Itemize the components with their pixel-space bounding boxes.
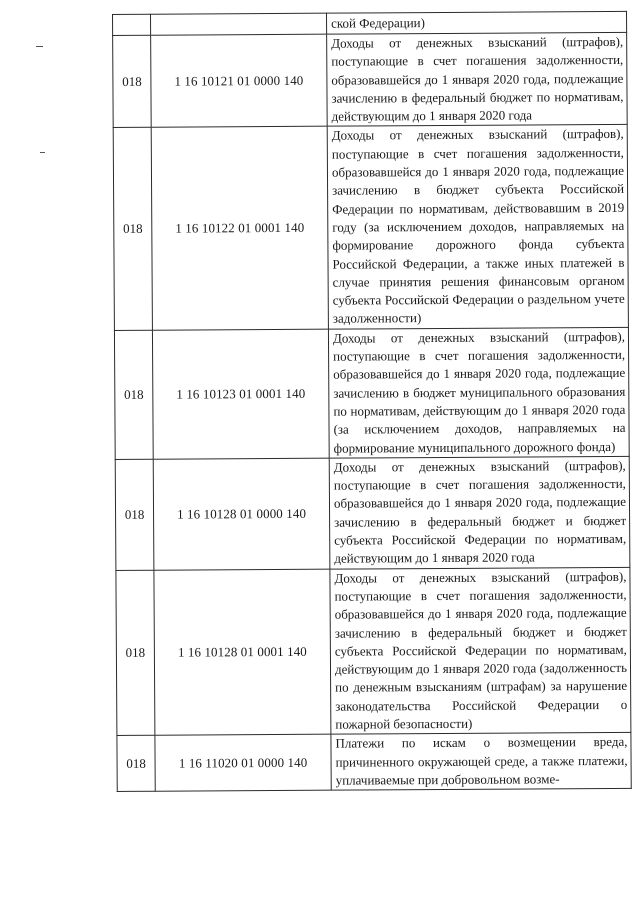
- description-cell: ской Федерации): [326, 11, 626, 34]
- admin-code-cell: [113, 14, 151, 35]
- admin-code-cell: 018: [114, 330, 153, 459]
- admin-code-cell: 018: [113, 128, 152, 330]
- kbk-code-cell: 1 16 10128 01 0000 140: [153, 458, 330, 570]
- admin-code-cell: 018: [115, 459, 154, 570]
- description-cell: Доходы от денежных взысканий (штрафов), поступающие в счет погашения задолженности, образовавшейся до 1 января 2020 года, подлежащие зачислению в федеральный бюджет по нормативам, действующим до 1 января 2020 года: [327, 32, 628, 126]
- table-row: [116, 567, 631, 736]
- income-codes-table: [112, 11, 632, 792]
- table-row: [117, 733, 631, 792]
- table-row: [113, 32, 628, 128]
- scan-speck: [36, 46, 43, 47]
- table-row: [113, 125, 628, 330]
- kbk-code-cell: [151, 13, 327, 35]
- admin-code-cell: 018: [113, 35, 152, 128]
- description-cell: Платежи по искам о возмещении вреда, причиненного окружающей среде, а также платежи, уплачиваемые при добровольном возме-: [331, 733, 631, 791]
- kbk-code-cell: 1 16 10123 01 0001 140: [152, 329, 329, 459]
- description-cell: Доходы от денежных взысканий (штрафов), поступающие в счет погашения задолженности, образовавшейся до 1 января 2020 года, подлежащие зачислению в федеральный бюджет и бюджет субъекта Российской Федерации по нормативам, действующим до 1 января 2020 года (задолженность по денежным взысканиям (штрафам) за нарушение законодательства Российской Федерации о пожарной безопасности): [330, 567, 631, 735]
- admin-code-cell: 018: [116, 570, 155, 736]
- kbk-code-cell: 1 16 10122 01 0001 140: [151, 127, 328, 330]
- kbk-code-cell: 1 16 10121 01 0000 140: [151, 34, 328, 128]
- kbk-code-cell: 1 16 10128 01 0001 140: [154, 569, 331, 736]
- table-row: [114, 327, 629, 459]
- admin-code-cell: 018: [117, 736, 155, 792]
- table-row: [115, 456, 630, 570]
- kbk-code-cell: 1 16 11020 01 0000 140: [155, 734, 331, 791]
- scan-speck: [40, 152, 45, 153]
- description-cell: Доходы от денежных взысканий (штрафов), поступающие в счет погашения задолженности, образовавшейся до 1 января 2020 года, подлежащие зачислению в бюджет субъекта Российской Федерации по нормативам, действовавшим в 2019 году (за исключением доходов, направляемых на формирование дорожного фонда субъекта Российской Федерации, а также иных платежей в случае принятия решения финансовым органом субъекта Российской Федерации о раздельном учете задолженности): [327, 125, 628, 329]
- description-cell: Доходы от денежных взысканий (штрафов), поступающие в счет погашения задолженности, образовавшейся до 1 января 2020 года, подлежащие зачислению в бюджет муниципального образования по нормативам, действующим до 1 января 2020 года (за исключением доходов, направляемых на формирование муниципального дорожного фонда): [328, 327, 629, 458]
- description-cell: Доходы от денежных взысканий (штрафов), поступающие в счет погашения задолженности, образовавшейся до 1 января 2020 года, подлежащие зачислению в федеральный бюджет и бюджет субъекта Российской Федерации по нормативам, действующим до 1 января 2020 года: [329, 456, 630, 569]
